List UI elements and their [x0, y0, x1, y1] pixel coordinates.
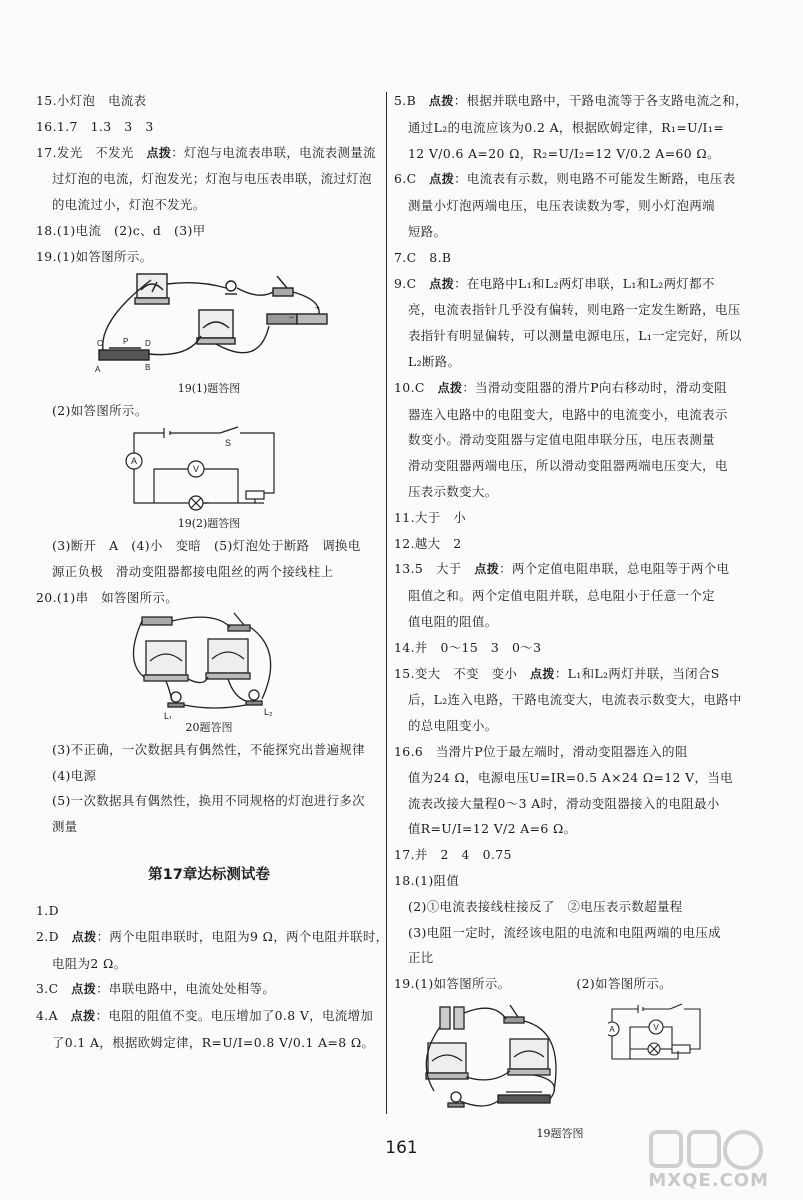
answer-17-cont: 的电流过小，灯泡不发光。: [52, 197, 206, 213]
test-answer-16: 16.6 当滑片P位于最左端时，滑动变阻器连入的阻: [394, 743, 688, 759]
ammeter-symbol-label: A: [609, 1024, 615, 1034]
test-answer-10-cont: 滑动变阻器两端电压，所以滑动变阻器两端电压变大，电: [408, 458, 728, 474]
answer-15: 15.小灯泡 电流表: [36, 93, 147, 108]
test-answer-19: 19.(1)如答图所示。 (2)如答图所示。: [394, 976, 672, 992]
lamp-L2-label: L₂: [264, 706, 273, 717]
answer-19-3-cont: 源正负极 滑动变阻器都接电阻丝的两个接线柱上: [52, 564, 334, 580]
answer-19-3: (3)断开 A (4)小 变暗 (5)灯泡处于断路 调换电: [52, 538, 361, 554]
answer-20: 20.(1)串 如答图所示。: [36, 589, 178, 605]
test-answer-10-cont: 压表示数变大。: [408, 483, 498, 499]
svg-text:P: P: [123, 336, 129, 346]
column-divider: [386, 92, 387, 1114]
hint-label: 点拨: [146, 145, 172, 160]
test-answer-10-cont: 器连入电路中的电阻变大，电路中的电流变小，电流表示: [408, 406, 728, 422]
test-answer-2-cont: 电阻为2 Ω。: [52, 955, 127, 971]
test-answer-19-2: (2)如答图所示。: [576, 976, 672, 992]
left-column: [36, 88, 389, 1056]
answer-16: 16.1.7 1.3 3 3: [36, 118, 154, 134]
test-answer-15-cont: 的总电阻变小。: [408, 718, 498, 734]
test-answer-7-8: 7.C 8.B: [394, 249, 452, 265]
test-answer-1: 1.D: [36, 902, 59, 918]
test-answer-12: 12.越大 2: [394, 535, 462, 551]
switch-label: S: [224, 438, 232, 449]
test-answer-18-2: (2)①电流表接线柱接反了 ②电压表示数超量程: [408, 898, 683, 914]
hint-label: 点拨: [429, 276, 455, 291]
watermark-text: MXQE.COM: [648, 1170, 769, 1191]
test-answer-6-cont: 短路。: [408, 223, 447, 239]
test-answer-16-cont: 值为24 Ω，电源电压U=IR=0.5 A×24 Ω=12 V，当电: [408, 769, 733, 785]
test-answer-4-cont: 了0.1 A，根据欧姆定律，R=U/I=0.8 V/0.1 A=8 Ω。: [52, 1034, 375, 1050]
test-answer-15: 15.变大 不变 变小 点拨：L₁和L₂两灯并联，当闭合S: [394, 665, 720, 681]
answer-18: 18.(1)电流 (2)c、d (3)甲: [36, 222, 206, 238]
figure-19-1-circuit-photo: [89, 270, 329, 380]
test-answer-5-cont: 12 V/0.6 A=20 Ω，R₂=U/I₂=12 V/0.2 A=60 Ω。: [408, 145, 720, 161]
test-answer-13: 13.5 大于 点拨：两个定值电阻串联，总电阻等于两个电: [394, 561, 730, 577]
hint-label: 点拨: [71, 982, 97, 997]
test-answer-9: 9.C 点拨：在电路中L₁和L₂两灯串联，L₁和L₂两灯都不: [394, 275, 715, 291]
answer-20-3: (3)不正确，一次数据具有偶然性，不能探究出普遍规律: [52, 741, 365, 757]
test-answer-16-cont: 值R=U/I=12 V/2 A=6 Ω。: [408, 821, 577, 837]
figure-caption: 20题答图: [185, 720, 233, 734]
figure-19-2-circuit-diagram: [124, 423, 294, 515]
hint-label: 点拨: [474, 562, 500, 577]
hint-label: 点拨: [70, 1009, 96, 1024]
test-answer-5: 5.B 点拨：根据并联电路中，干路电流等于各支路电流之和，: [394, 93, 748, 108]
figure-19-2-circuit-diagram: [608, 1003, 708, 1067]
test-answer-11: 11.大于 小: [394, 509, 467, 525]
hint-label: 点拨: [530, 666, 555, 681]
test-answer-18: 18.(1)阻值: [394, 872, 460, 888]
section-title: 第17章达标测试卷: [148, 866, 270, 883]
test-answer-4: 4.A 点拨：电阻的阻值不变。电压增加了0.8 V，电流增加: [36, 1008, 374, 1024]
test-answer-18-3: (3)电阻一定时，流经该电阻的电流和电阻两端的电压成: [408, 924, 721, 940]
test-answer-2: 2.D 点拨：两个电阻串联时，电阻为9 Ω，两个电阻并联时，: [36, 928, 389, 944]
test-answer-15-cont: 后，L₂连入电路，干路电流变大，电流表示数变大，电路中: [408, 692, 742, 708]
ammeter-symbol-label: A: [130, 456, 138, 467]
svg-text:−: −: [289, 312, 294, 322]
test-answer-6-cont: 测量小灯泡两端电压，电压表读数为零，则小灯泡两端: [408, 198, 715, 214]
test-answer-5-cont: 通过L₂的电流应该为0.2 A，根据欧姆定律，R₁=U/I₁=: [408, 119, 724, 135]
svg-text:B: B: [145, 362, 151, 372]
voltmeter-symbol-label: V: [192, 464, 200, 475]
test-answer-14: 14.并 0～15 3 0～3: [394, 639, 542, 655]
answer-19-2: (2)如答图所示。: [52, 402, 148, 418]
answer-20-4: (4)电源: [52, 767, 97, 783]
test-answer-18-3-cont: 正比: [408, 950, 434, 966]
test-answer-10: 10.C 点拨：当滑动变阻器的滑片P向右移动时，滑动变阻: [394, 379, 727, 395]
test-answer-6: 6.C 点拨：电流表有示数，则电路不可能发生断路，电压表: [394, 171, 736, 187]
figure-caption: 19(2)题答图: [177, 517, 241, 531]
hint-label: 点拨: [428, 94, 454, 108]
test-answer-10-cont: 数变小。滑动变阻器与定值电阻串联分压，电压表测量: [408, 432, 715, 448]
page-number: 161: [385, 1138, 418, 1158]
test-answer-16-cont: 流表改接大量程0～3 A时，滑动变阻器接入的电阻最小: [408, 795, 720, 811]
lamp-L1-label: L₁: [164, 710, 173, 719]
hint-label: 点拨: [429, 172, 455, 187]
svg-text:C: C: [97, 338, 103, 348]
svg-text:D: D: [145, 338, 151, 348]
answer-17: 17.发光 不发光 点拨：灯泡与电流表串联，电流表测量流: [36, 144, 376, 160]
answer-17-cont: 过灯泡的电流，灯泡发光；灯泡与电压表串联，流过灯泡: [52, 171, 372, 187]
svg-text:A: A: [95, 364, 101, 374]
test-answer-3: 3.C 点拨：串联电路中，电流处处相等。: [36, 981, 276, 997]
figure-19-group: [394, 997, 766, 1125]
right-column: [394, 88, 766, 1143]
figure-caption: 19题答图: [536, 1126, 584, 1140]
hint-label: 点拨: [71, 929, 97, 944]
test-answer-13-cont: 值电阻的阻值。: [408, 613, 498, 629]
figure-19-circuit-photo: [414, 1001, 604, 1119]
answer-20-5-cont: 测量: [52, 819, 78, 835]
test-answer-17: 17.并 2 4 0.75: [394, 847, 512, 863]
voltmeter-symbol-label: V: [653, 1022, 659, 1032]
answer-20-5: (5)一次数据具有偶然性，换用不同规格的灯泡进行多次: [52, 793, 365, 809]
figure-caption: 19(1)题答图: [177, 381, 241, 395]
svg-text:+: +: [315, 302, 320, 312]
test-answer-9-cont: 亮，电流表指针几乎没有偏转，则电路一定发生断路，电压: [408, 302, 741, 318]
hint-label: 点拨: [437, 380, 463, 395]
answer-19: 19.(1)如答图所示。: [36, 248, 153, 264]
test-answer-9-cont: L₂断路。: [408, 353, 461, 369]
figure-20-circuit-photo: [124, 611, 294, 719]
test-answer-9-cont: 表指针有明显偏转，可以测量电源电压，L₁一定完好，所以: [408, 328, 742, 344]
test-answer-13-cont: 阻值之和。两个定值电阻并联，总电阻小于任意一个定: [408, 588, 715, 604]
